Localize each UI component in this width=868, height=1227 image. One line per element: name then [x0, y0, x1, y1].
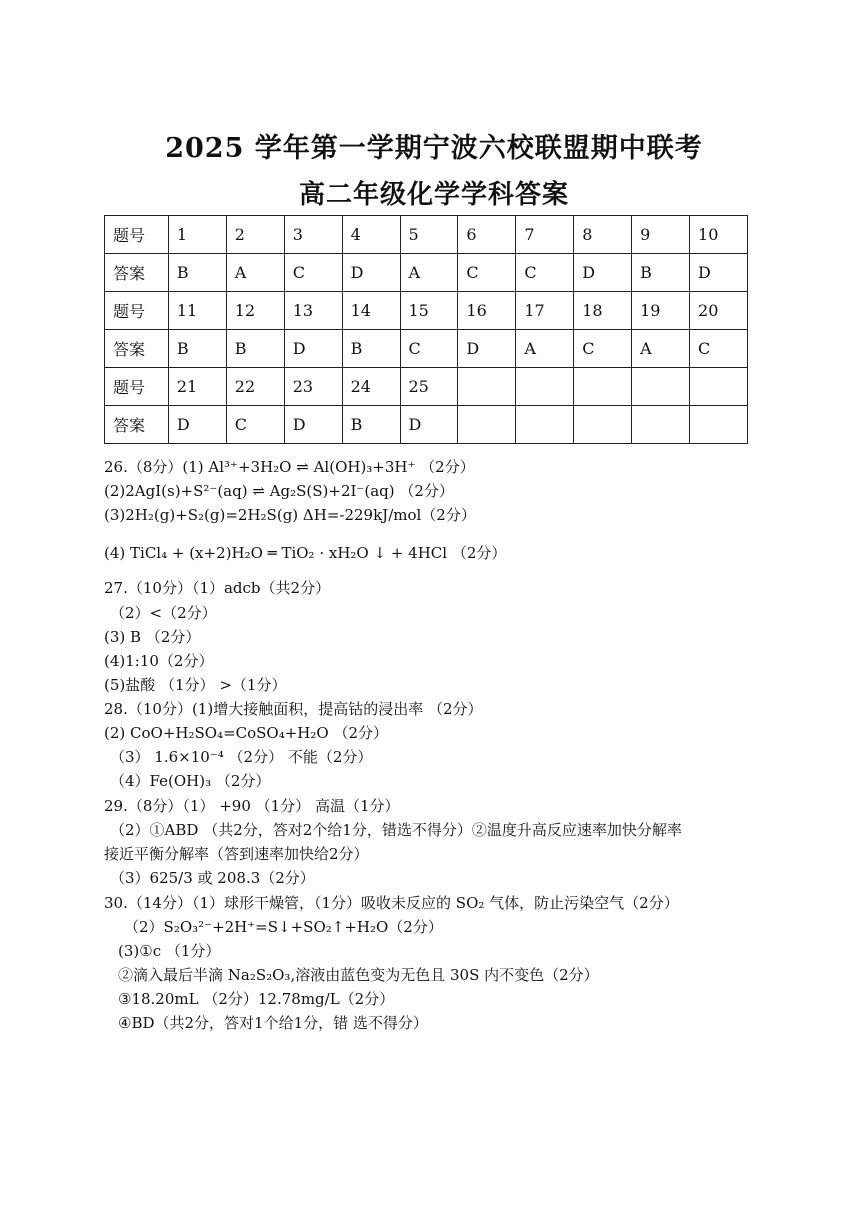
- table-cell: C: [574, 330, 632, 368]
- document-title: 2025 学年第一学期宁波六校联盟期中联考: [165, 133, 703, 164]
- table-cell: 11: [168, 292, 226, 330]
- table-cell: D: [284, 330, 342, 368]
- table-cell: 24: [342, 368, 400, 406]
- table-cell: [632, 406, 690, 444]
- table-cell: [516, 368, 574, 406]
- table-cell: A: [400, 254, 458, 292]
- table-cell: A: [516, 330, 574, 368]
- table-cell: C: [400, 330, 458, 368]
- table-cell: 14: [342, 292, 400, 330]
- table-cell: 21: [168, 368, 226, 406]
- table-cell: 23: [284, 368, 342, 406]
- table-cell: 4: [342, 216, 400, 254]
- answer-q29-1: 29.（8分）（1） +90 （1分） 高温（1分）: [104, 797, 400, 815]
- table-cell: B: [168, 254, 226, 292]
- table-cell: C: [458, 254, 516, 292]
- table-cell: D: [574, 254, 632, 292]
- table-cell: 3: [284, 216, 342, 254]
- table-cell: A: [632, 330, 690, 368]
- answer-q30-2: （2）S₂O₃²⁻+2H⁺=S↓+SO₂↑+H₂O（2分）: [124, 918, 443, 936]
- answer-q27-2: （2）<（2分）: [110, 604, 217, 622]
- answer-q27-4: (4)1:10（2分）: [104, 652, 214, 670]
- table-cell: 1: [168, 216, 226, 254]
- answer-q27-1: 27.（10分）（1）adcb（共2分）: [104, 579, 331, 597]
- table-row-header: 答案: [105, 254, 169, 292]
- table-row: [105, 330, 748, 368]
- table-cell: C: [690, 330, 748, 368]
- table-row: [105, 216, 748, 254]
- table-cell: [632, 368, 690, 406]
- answer-q26-2: (2)2AgI(s)+S²⁻(aq) ⇌ Ag₂S(S)+2I⁻(aq) （2分）: [104, 482, 454, 500]
- table-cell: D: [284, 406, 342, 444]
- answer-q27-5: (5)盐酸 （1分） >（1分）: [104, 676, 287, 694]
- table-cell: 19: [632, 292, 690, 330]
- answer-q29-3: （3）625/3 或 208.3（2分）: [110, 869, 315, 887]
- answer-q29-2: （2）①ABD （共2分，答对2个给1分，错选不得分）②温度升高反应速率加快分解率: [110, 821, 682, 839]
- answer-q26-1: 26.（8分）(1) Al³⁺+3H₂O ⇌ Al(OH)₃+3H⁺ （2分）: [104, 458, 475, 476]
- table-cell: 7: [516, 216, 574, 254]
- table-cell: C: [226, 406, 284, 444]
- answer-q26-3: (3)2H₂(g)+S₂(g)=2H₂S(g) ΔH=-229kJ/mol（2分）: [104, 506, 476, 524]
- table-cell: D: [168, 406, 226, 444]
- answer-q30-5: ③18.20mL （2分）12.78mg/L（2分）: [118, 990, 395, 1008]
- document-subtitle: 高二年级化学学科答案: [298, 180, 569, 210]
- table-row-header: 题号: [105, 368, 169, 406]
- table-cell: 8: [574, 216, 632, 254]
- table-cell: 18: [574, 292, 632, 330]
- answer-q29-2-cont: 接近平衡分解率（答到速率加快给2分）: [104, 845, 369, 863]
- answer-q26-4: (4) TiCl₄ + (x+2)H₂O ═ TiO₂ · xH₂O ↓ + 4HCl （2分）: [104, 544, 507, 562]
- answer-q28-1: 28.（10分）(1)增大接触面积，提高钴的浸出率 （2分）: [104, 700, 483, 718]
- table-cell: B: [168, 330, 226, 368]
- table-cell: B: [342, 330, 400, 368]
- table-cell: 22: [226, 368, 284, 406]
- table-cell: 9: [632, 216, 690, 254]
- table-cell: 20: [690, 292, 748, 330]
- table-cell: C: [516, 254, 574, 292]
- table-cell: [690, 368, 748, 406]
- table-cell: [574, 368, 632, 406]
- table-cell: 10: [690, 216, 748, 254]
- table-cell: 25: [400, 368, 458, 406]
- table-cell: B: [342, 406, 400, 444]
- table-cell: 2: [226, 216, 284, 254]
- table-cell: 6: [458, 216, 516, 254]
- table-cell: [458, 406, 516, 444]
- table-row-header: 答案: [105, 330, 169, 368]
- table-row: [105, 292, 748, 330]
- answer-q28-4: （4）Fe(OH)₃ （2分）: [110, 772, 271, 790]
- table-cell: [458, 368, 516, 406]
- answer-q30-3: (3)①c （1分）: [118, 942, 221, 960]
- table-row: [105, 406, 748, 444]
- table-row: [105, 368, 748, 406]
- table-cell: 13: [284, 292, 342, 330]
- answer-q28-2: (2) CoO+H₂SO₄=CoSO₄+H₂O （2分）: [104, 724, 389, 742]
- table-cell: [690, 406, 748, 444]
- answer-q30-6: ④BD（共2分，答对1个给1分，错 选不得分）: [118, 1014, 428, 1032]
- table-row: [105, 254, 748, 292]
- table-cell: 17: [516, 292, 574, 330]
- table-cell: D: [458, 330, 516, 368]
- table-cell: 5: [400, 216, 458, 254]
- table-row-header: 答案: [105, 406, 169, 444]
- table-cell: 12: [226, 292, 284, 330]
- table-row-header: 题号: [105, 216, 169, 254]
- answer-q30-4: ②滴入最后半滴 Na₂S₂O₃,溶液由蓝色变为无色且 30S 内不变色（2分）: [118, 966, 599, 984]
- answer-q27-3: (3) B （2分）: [104, 628, 201, 646]
- table-row-header: 题号: [105, 292, 169, 330]
- table-cell: [516, 406, 574, 444]
- table-cell: B: [226, 330, 284, 368]
- table-cell: D: [342, 254, 400, 292]
- table-cell: D: [690, 254, 748, 292]
- table-cell: A: [226, 254, 284, 292]
- table-cell: C: [284, 254, 342, 292]
- table-cell: [574, 406, 632, 444]
- answer-q30-1: 30.（14分）（1）球形干燥管，（1分）吸收未反应的 SO₂ 气体，防止污染空气（2分）: [104, 894, 679, 912]
- table-cell: B: [632, 254, 690, 292]
- answer-q28-3: （3） 1.6×10⁻⁴ （2分） 不能（2分）: [110, 748, 373, 766]
- answer-table: [104, 215, 748, 444]
- table-cell: 16: [458, 292, 516, 330]
- table-cell: 15: [400, 292, 458, 330]
- table-cell: D: [400, 406, 458, 444]
